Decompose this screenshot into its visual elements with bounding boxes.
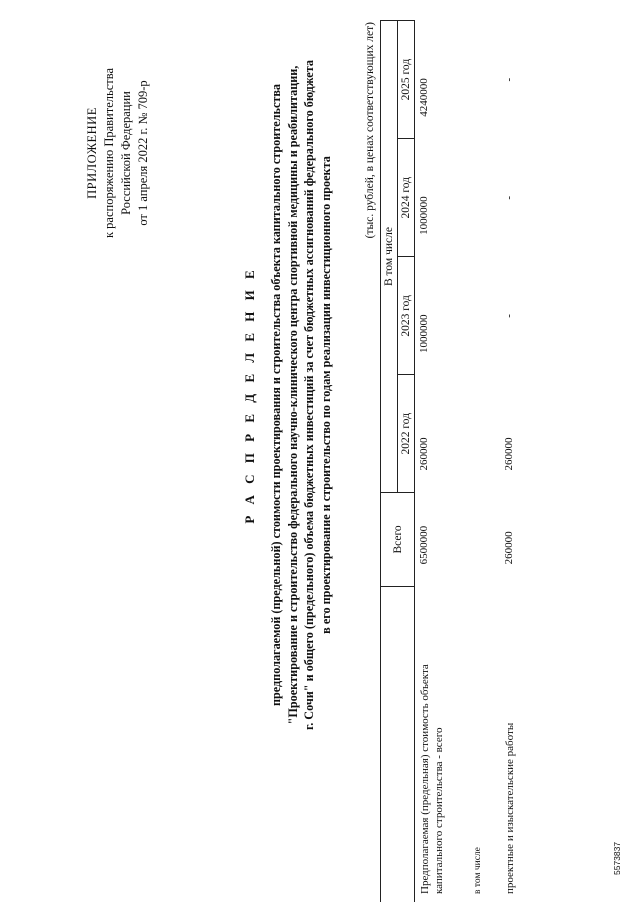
table-row xyxy=(499,21,520,903)
appendix-block xyxy=(84,38,152,268)
row-2024: 1000000 xyxy=(418,196,430,235)
table-row xyxy=(449,21,499,903)
header-total: Всего xyxy=(381,493,415,587)
header-year-2025: 2025 год xyxy=(398,21,415,139)
header-including: В том числе xyxy=(381,21,398,493)
row-2022: 260000 xyxy=(503,437,515,471)
appendix-title: ПРИЛОЖЕНИЕ xyxy=(85,107,99,199)
table-row xyxy=(415,21,450,903)
row-name-line-1: Предполагаемая (предельная) стоимость объекта xyxy=(419,664,431,894)
header-year-2023: 2023 год xyxy=(398,257,415,375)
row-2022: 260000 xyxy=(418,437,430,471)
header-name-cell xyxy=(381,586,415,902)
row-2023: 1000000 xyxy=(418,314,430,353)
document-subtitle xyxy=(268,45,334,745)
subtitle-line-2: "Проектирование и строительство федерального научно-клинического центра спортивной медицины и реабилитации, xyxy=(285,65,300,725)
header-year-2024: 2024 год xyxy=(398,139,415,257)
units-note: (тыс. рублей, в ценах соответствующих лет) xyxy=(364,22,376,239)
table-header-row xyxy=(381,21,398,903)
row-name xyxy=(415,586,450,902)
row-2024: - xyxy=(503,195,515,200)
document-heading: Р А С П Р Е Д Е Л Е Н И Е xyxy=(242,266,257,524)
row-name-line-2: капитального строительства - всего xyxy=(433,727,445,894)
appendix-line-3: от 1 апреля 2022 г. № 709-р xyxy=(136,80,150,226)
document-code: 5573837 xyxy=(612,841,622,875)
subtitle-line-3: г. Сочи" и общего (предельного) объема бюджетных инвестиций за счет бюджетных ассигнований федерального бюджета xyxy=(302,60,316,730)
appendix-line-2: Российской Федерации xyxy=(119,91,133,215)
appendix-line-1: к распоряжению Правительства xyxy=(102,68,116,239)
row-name: проектные и изыскательские работы xyxy=(504,722,516,894)
row-2025: 4240000 xyxy=(418,78,430,117)
subtitle-line-1: предполагаемой (предельной) стоимости проектирования и строительства объекта капитального строительства xyxy=(269,83,283,707)
row-subheading: в том числе xyxy=(473,847,483,894)
row-total: 6500000 xyxy=(418,525,430,565)
distribution-table xyxy=(380,20,520,902)
row-total: 260000 xyxy=(503,531,515,565)
subtitle-line-4: в его проектирование и строительство по годам реализации инвестиционного проекта xyxy=(318,156,333,634)
header-year-2022: 2022 год xyxy=(398,375,415,493)
row-2025: - xyxy=(503,77,515,82)
row-2023: - xyxy=(503,314,515,318)
